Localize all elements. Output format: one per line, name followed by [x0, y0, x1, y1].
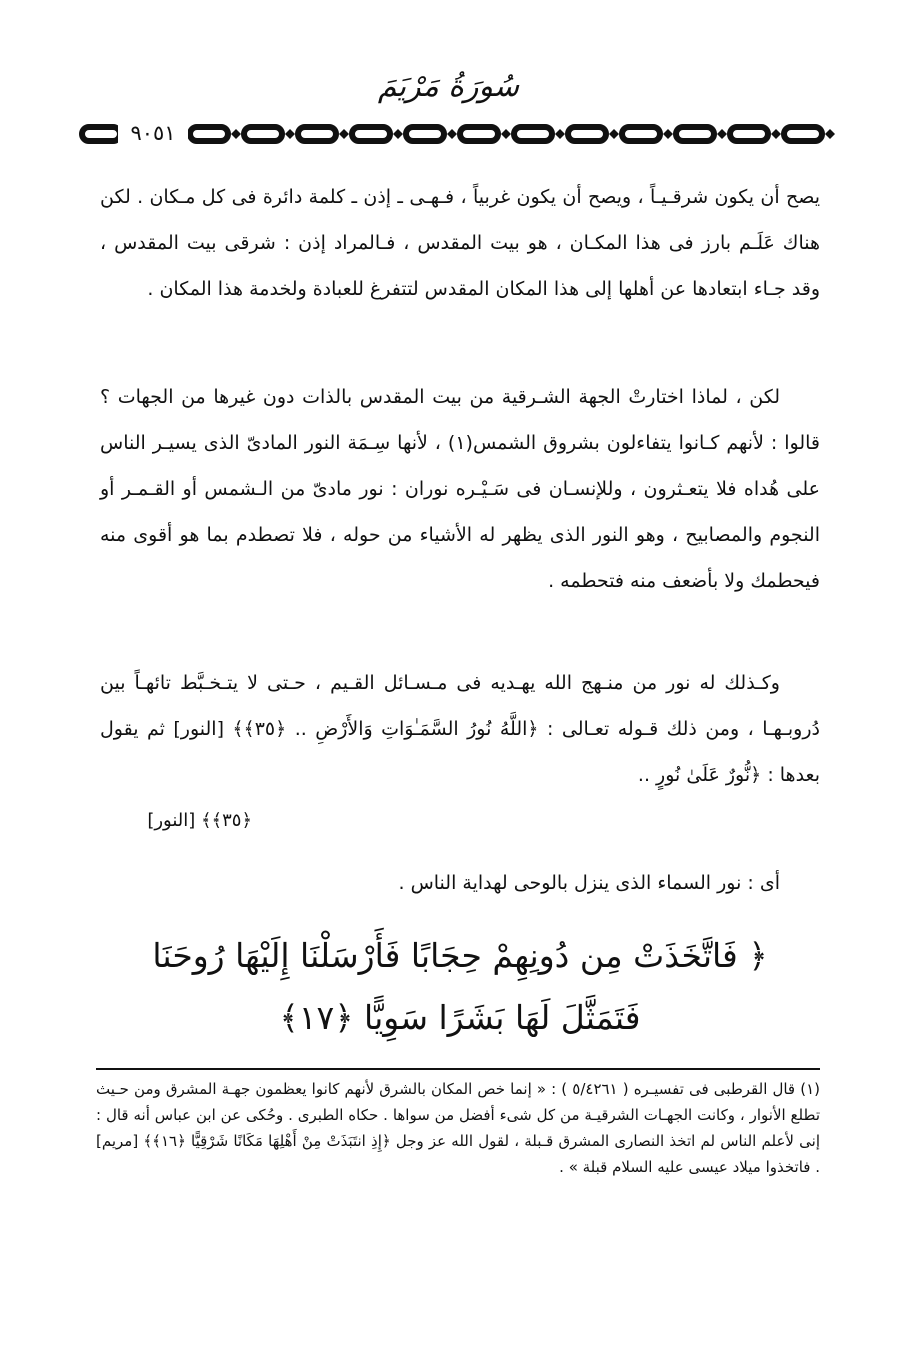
- page-number: ٩٠٥١: [118, 116, 188, 150]
- verse-reference: ﴿٣٥﴾﴾ [النور]: [147, 810, 252, 831]
- paragraph-2: لكن ، لماذا اختارتْ الجهة الشـرقية من بيت المقدس بالذات دون غيرها من الجهات ؟ قالوا : لأنهم كـانوا يتفاءلون بشروق الشمس(١) ، لأنها سِـمَة النور المادىّ الذى يسيـر الناس على هُداه فلا يتعـثرون ، وللإنسـان فى سَـيْـره نوران : نور مادىّ من الـشمس أو القـمـر أو النجوم والمصابيح ، وهو النور الذى يظهر له الأشياء من حوله ، فلا تصطدم بما هو أقوى منه فيحطمك ولا بأضعف منه فتحطمه .: [100, 386, 820, 592]
- surah-title: سُورَةُ مَرْيَمَ: [377, 69, 520, 104]
- paragraph-4: أى : نور السماء الذى ينزل بالوحى لهداية الناس .: [398, 872, 780, 894]
- footnote-divider: [96, 1068, 820, 1070]
- quran-verse-line-2: فَتَمَثَّلَ لَهَا بَشَرًا سَوِيًّا ﴿١٧﴾: [279, 998, 641, 1037]
- paragraph-3: وكـذلك له نور من منـهج الله يهـديه فى مـسـائل القـيم ، حـتى لا يتـخـبَّط تائهـاً بين دُروبـهـا ، ومن ذلك قـوله تعـالى : ﴿اللَّهُ نُورُ السَّمَـٰوَاتِ وَالأَرْضِ .. ﴿٣٥﴾﴾ [النور] ثم يقول بعدها : ﴿نُّورٌ عَلَىٰ نُورٍ ..: [100, 672, 820, 786]
- paragraph-1: يصح أن يكون شرقـيـاً ، ويصح أن يكون غربياً ، فـهـى ـ إذن ـ كلمة دائرة فى كل مـكان . لكن هناك عَلَـم بارز فى هذا المكـان ، هو بيت المقدس ، فـالمراد إذن : شرقى بيت المقدس ، وقد جـاء ابتعادها عن أهلها إلى هذا المكان المقدس لتتفرغ للعبادة ولخدمة هذا المكان .: [100, 186, 820, 300]
- chain-border-icon: [78, 118, 842, 150]
- quran-verse-line-1: ﴿ فَاتَّخَذَتْ مِن دُونِهِمْ حِجَابًا فَأَرْسَلْنَا إِلَيْهَا رُوحَنَا: [152, 936, 768, 975]
- footnote: (١) قال القرطبى فى تفسيـره ( ٥/٤٢٦١ ) : « إنما خص المكان بالشرق لأنهم كانوا يعظمون جهـة المشرق ومن حـيث تطلع الأنوار ، وكانت الجهـات الشرقيـة من كل شىء أفضل من سواها . حكاه الطبرى . وحُكى عن ابن عباس أنه قال : إنى لأعلم الناس لم اتخذ النصارى المشرق قـبلة ، لقول الله عز وجل ﴿إِذِ انتَبَذَتْ مِنْ أَهْلِهَا مَكَانًا شَرْقِيًّا ﴿١٦﴾﴾ [مريم] . فاتخذوا ميلاد عيسى عليه السلام قبلة » .: [96, 1080, 820, 1176]
